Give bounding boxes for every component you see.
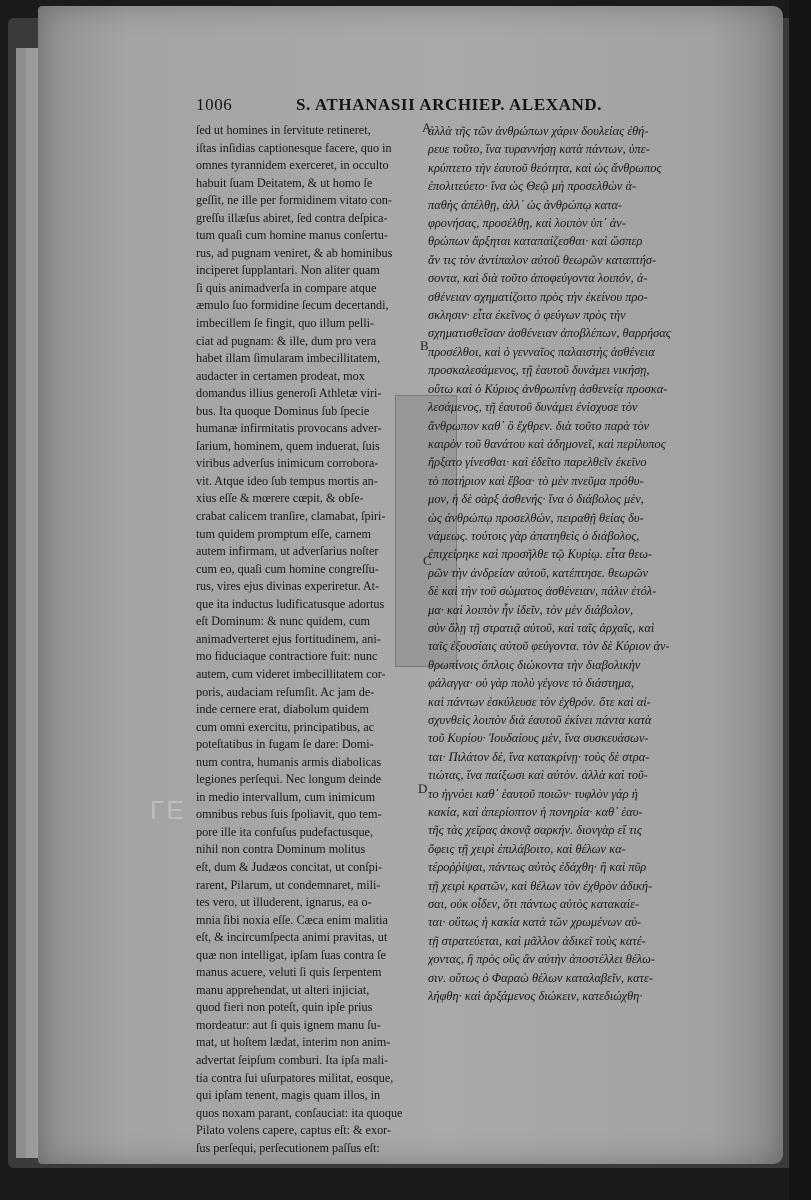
text-line: manu apprehendat, ut alteri injiciat, — [196, 982, 370, 997]
text-line: σὺν ὅλῃ τῇ στρατιᾷ αὐτοῦ, καὶ ταῖς ἀρχαῖς, καὶ — [428, 620, 655, 635]
text-line: tia contra ſui uſurpatores militat, eosque, — [196, 1070, 394, 1085]
text-line: ἐπιχείρηκε καὶ προσῆλθε τῷ Κυρίῳ. εἶτα θεω- — [428, 547, 653, 562]
text-line: σχηματισθεῖσαν ἀσθένειαν ἀποβλέπων, θαρρήσας — [428, 326, 671, 341]
text-line: quos noxam parant, conſauciat: ita quoque — [196, 1105, 403, 1120]
text-line: χοντας, ἢ πρὸς οὓς ἂν αὐτὴν ἀποστέλλει θέλω- — [428, 952, 655, 967]
text-line: θρώπων ἄρξηται καταπαίζεσθαι· καὶ ὥσπερ — [428, 234, 643, 249]
text-line: rus, ad pugnam veniret, & ab hominibus — [196, 245, 393, 260]
text-line: viribus adverſus inimicum corrobora- — [196, 456, 379, 471]
text-line: ſed ut homines in ſervitute retineret, — [196, 123, 371, 137]
page-number: 1006 — [196, 95, 233, 114]
text-line: νάμεως. τούτοις γὰρ ἀπατηθεὶς ὁ διάβολος, — [428, 528, 640, 543]
text-line: σαι, οὐκ οἶδεν, ὅτι πάντως αὐτὸς κατακαίε- — [428, 897, 640, 912]
text-line: φάλαγγα· οὐ γὰρ πολὺ γέγονε τὸ διάστημα, — [428, 676, 634, 691]
text-line: ſi quis animadverſa in compare atque — [196, 280, 377, 295]
text-line: iſtas inſidias captionesque facere, quo in — [196, 140, 392, 155]
margin-marker-a: A — [422, 120, 432, 135]
text-line: rus, vires ejus divinas experiretur. At- — [196, 579, 380, 594]
text-line: ἄνθρωπον καθ᾽ ὃ ἔχθρεν. διὰ τοῦτο παρὰ τὸν — [428, 418, 650, 433]
text-line: audacter in certamen prodeat, mox — [196, 368, 365, 383]
text-line: mordeatur: aut ſi quis ignem manu ſu- — [196, 1017, 381, 1032]
text-line: num contra, humanis armis diabolicas — [196, 754, 382, 769]
text-line: quod fieri non poteſt, quin ipſe prius — [196, 1000, 373, 1015]
text-line: ἀλλὰ τῆς τῶν ἀνθρώπων χάριν δουλείας ἐθή- — [428, 124, 649, 138]
text-line: τέροῤῥίψαι, πάντως αὐτὸς ἐδάχθη· ἢ καὶ πῦρ — [428, 860, 647, 875]
text-line: μον, ἡ δὲ σὰρξ ἀσθενής· ἵνα ὁ διάβολος μὲν, — [428, 492, 644, 507]
text-line: greſſu illæſus abiret, ſed contra deſpica- — [196, 210, 388, 225]
text-line: eſt Dominum: & nunc quidem, cum — [196, 614, 370, 629]
text-line: ται· Πιλάτον δὲ, ἵνα κατακρίνῃ· τοὺς δὲ στρα- — [428, 749, 650, 764]
text-line: mnia ſibi noxia eſſe. Cæca enim malitia — [196, 912, 388, 927]
text-line: ἤρξατο γίνεσθαι· καὶ ἐδεῖτο παρελθεῖν ἐκεῖνο — [428, 455, 647, 470]
text-line: animadverteret ejus fortitudinem, ani- — [196, 631, 381, 646]
text-line: προσέλθοι, καὶ ὁ γενναῖος παλαιστὴς ἀσθένεια — [428, 344, 655, 359]
text-line: ἄν τις τὸν ἀντίπαλον αὐτοῦ θεωρῶν καταπτήσ- — [428, 252, 657, 267]
text-line: cum omni exercitu, principatibus, ac — [196, 719, 375, 734]
text-line: qui ipſam tenent, magis quam illos, in — [196, 1088, 381, 1103]
text-line: τῇ στρατεύεται, καὶ μᾶλλον ἀδικεῖ τοὺς κατέ- — [428, 933, 646, 948]
text-line: κρύπτετο τὴν ἑαυτοῦ θεότητα, καὶ ὡς ἄνθρωπος — [428, 160, 662, 175]
text-line: προσκαλεσάμενος, τῇ ἑαυτοῦ δυνάμει νικήσῃ, — [428, 363, 650, 378]
text-line: Pilato volens capere, captus eſt: & exor- — [196, 1123, 392, 1138]
text-line: τοῦ Κυρίου· Ἰουδαίους μὲν, ἵνα συσκευάσων- — [428, 731, 649, 746]
text-line: ſarium, hominem, quem induerat, ſuis — [196, 438, 380, 453]
text-line: nihil non contra Dominum molitus — [196, 842, 366, 857]
text-line: rarent, Pilarum, ut condemnaret, mili- — [196, 877, 381, 892]
text-line: ρευε τοῦτο, ἵνα τυραννήσῃ κατὰ πάντων, ὑπε- — [428, 142, 650, 157]
text-line: τῆς τὰς χεῖρας ἀκονᾷ σαρκήν. διονγὰρ εἴ τις — [428, 823, 642, 838]
text-line: geſſit, ne ille per formidinem vitato con- — [196, 193, 392, 208]
text-line: ciat ad pugnam: & ille, dum pro vera — [196, 333, 377, 348]
text-line: omnibus rebus ſuis ſpoliavit, quo tem- — [196, 807, 382, 822]
text-line: que ita inductus ludificatusque adortus — [196, 596, 385, 611]
text-line: crabat calicem tranſire, clamabat, ſpiri- — [196, 509, 386, 524]
text-line: φρονήσας, προσέλθῃ, καὶ λοιπὸν ὑπ᾽ ἀν- — [428, 216, 626, 231]
text-line: autem infirmam, ut adverſarius noſter — [196, 544, 379, 559]
text-line: καὶ πάντων ἐσκύλευσε τὸν ἐχθρόν. ὅτε καὶ αἰ- — [428, 694, 651, 709]
text-line: æmulo ſuo formidine ſecum decertandi, — [196, 298, 389, 313]
text-line: κακία, καὶ ἀπερίοπτον ἡ πονηρία· καθ᾽ ἑαυ- — [428, 805, 643, 820]
text-line: σθένειαν σχηματίζοιτο πρὸς τὴν ἐκείνου προ- — [428, 289, 648, 304]
text-line: omnes tyrannidem exerceret, in occulto — [196, 158, 389, 173]
text-line: advertat ſeipſum comburi. Ita ipſa mali- — [196, 1052, 389, 1067]
text-line: σιν. οὕτως ὁ Φαραὼ θέλων καταλαβεῖν, κατε- — [428, 970, 653, 985]
margin-marker-c: C — [423, 553, 432, 568]
text-line: eſt, dum & Judæos concitat, ut conſpi- — [196, 859, 383, 874]
text-line: habuit ſuam Deitatem, & ut homo ſe — [196, 175, 373, 190]
page-header — [196, 95, 636, 123]
text-line: inciperet ſupplantari. Non aliter quam — [196, 263, 380, 278]
text-line: ὄφεις τῇ χειρὶ ἐπιλάβοιτο, καὶ θέλων κα- — [428, 841, 626, 856]
text-line: ἐπολιτεύετο· ἵνα ὡς Θεῷ μὴ προσελθὼν ἀ- — [428, 179, 637, 194]
running-title: S. ATHANASII ARCHIEP. ALEXAND. — [296, 95, 603, 114]
text-line: inde cernere erat, diabolum quidem — [196, 702, 369, 717]
text-line: δὲ καὶ τὴν τοῦ σώματος ἀσθένειαν, πάλιν ἐτόλ- — [428, 584, 657, 599]
text-line: λήφθη· καὶ ἀρξάμενος διώκειν, κατεδιώχθη· — [428, 989, 643, 1004]
text-line: τὸ ποτήριον καὶ ἔβοα· τὸ μὲν πνεῦμα πρόθυ- — [428, 473, 644, 488]
text-line: λεσάμενος, τῇ ἑαυτοῦ δυνάμει ἐνίσχυσε τὸν — [428, 400, 638, 415]
text-line: imbecillem ſe fingit, quo illum pelli- — [196, 316, 375, 331]
text-line: τῇ χειρὶ κρατῶν, καὶ θέλων τὸν ἐχθρὸν ἀδική- — [428, 878, 653, 893]
text-line: cum eo, quaſi cum homine congreſſu- — [196, 561, 379, 576]
text-line: σκλησιν· εἶτα ἐκεῖνος ὁ φεύγων πρὸς τὴν — [428, 308, 626, 323]
text-line: in medio intervallum, cum inimicum — [196, 789, 376, 804]
margin-marker-d: D — [418, 781, 428, 796]
text-line: pore ille ita confuſus pudefactusque, — [196, 824, 373, 839]
greek-column — [428, 122, 728, 1006]
text-line: domandus illius generoſi Athletæ viri- — [196, 386, 382, 401]
latin-column — [196, 122, 421, 1157]
text-line: autem, cum videret imbecillitatem cor- — [196, 666, 386, 681]
text-line: humanæ infirmitatis provocans adver- — [196, 421, 382, 436]
text-line: poris, audaciam reſumſit. Ac jam de- — [196, 684, 375, 699]
text-line: θρωπίνοις ὅπλοις διώκοντα τὴν διαβολικὴν — [428, 657, 641, 672]
text-line: eſt, & incircumſpecta animi pravitas, ut — [196, 930, 388, 945]
margin-marker-b: B — [420, 338, 429, 353]
text-line: τιώτας, ἵνα παίξωσι καὶ αὐτὸν. ἀλλὰ καὶ τοῦ- — [428, 768, 648, 783]
text-line: mo fiduciaque contractiore fuit: nunc — [196, 649, 378, 664]
background-shadow — [789, 0, 811, 1200]
text-line: legiones perſequi. Nec longum deinde — [196, 772, 382, 787]
text-line: σοντα, καὶ διὰ τοῦτο ἀποφεύγοντα λοιπόν, ἀ- — [428, 271, 648, 286]
text-line: παθὴς ἀπέλθῃ, ἀλλ᾽ ὡς ἀνθρώπῳ κατα- — [428, 197, 623, 212]
text-line: tum quaſi cum homine manus conſertu- — [196, 228, 388, 243]
text-line: σχυνθεὶς λοιπὸν διὰ ἑαυτοῦ ἐκίνει πάντα κατὰ — [428, 713, 652, 727]
text-line: ρῶν τὴν ἀνδρείαν αὐτοῦ, κατέπτησε. θεωρῶν — [428, 565, 648, 580]
text-line: habet illam ſimularam imbecillitatem, — [196, 351, 381, 366]
text-line: ται· οὕτως ἡ κακία κατὰ τῶν χρωμένων αὐ- — [428, 915, 642, 930]
text-line: mat, ut hoſtem lædat, interim non anim- — [196, 1035, 391, 1050]
text-line: bus. Ita quoque Dominus ſub ſpecie — [196, 403, 370, 418]
text-line: μα· καὶ λοιπὸν ἦν ἰδεῖν, τὸν μὲν διάβολον, — [428, 602, 634, 617]
text-line: manus acuere, veluti ſi quis ſerpentem — [196, 965, 382, 980]
text-line: tum quidem promptum eſſe, carnem — [196, 526, 371, 541]
text-line: quæ non intelligat, ipſam ſuas contra ſe — [196, 947, 386, 962]
text-line: vit. Atque ideo ſub tempus mortis an- — [196, 473, 378, 488]
text-line: το ἠγνόει καθ᾽ ἑαυτοῦ ποιῶν· τυφλὸν γάρ ἡ — [428, 786, 638, 801]
text-line: tes vero, ut illuderent, ignarus, ea o- — [196, 895, 372, 910]
library-stamp: ΓΕ — [150, 795, 186, 825]
text-line: ταῖς ἐξουσίαις αὐτοῦ φεύγοντα. τὸν δὲ Κύριον ἀν- — [428, 639, 670, 654]
text-line: xius eſſe & mœrere cœpit, & obſe- — [196, 491, 364, 506]
text-line: poteſtatibus in fugam ſe dare: Domi- — [196, 737, 374, 752]
text-line: καιρὸν τοῦ θανάτου καὶ ἀδημονεῖ, καὶ περίλυπος — [428, 436, 666, 451]
text-line: ſus perſequi, perſecutionem paſſus eſt: — [196, 1140, 380, 1155]
text-line: οὕτω καὶ ὁ Κύριος ἀνθρωπίνῃ ἀσθενείᾳ προσκα- — [428, 381, 668, 396]
text-line: ὡς ἀνθρώπῳ προσελθών, πειραθῇ θείας δυ- — [428, 510, 644, 525]
